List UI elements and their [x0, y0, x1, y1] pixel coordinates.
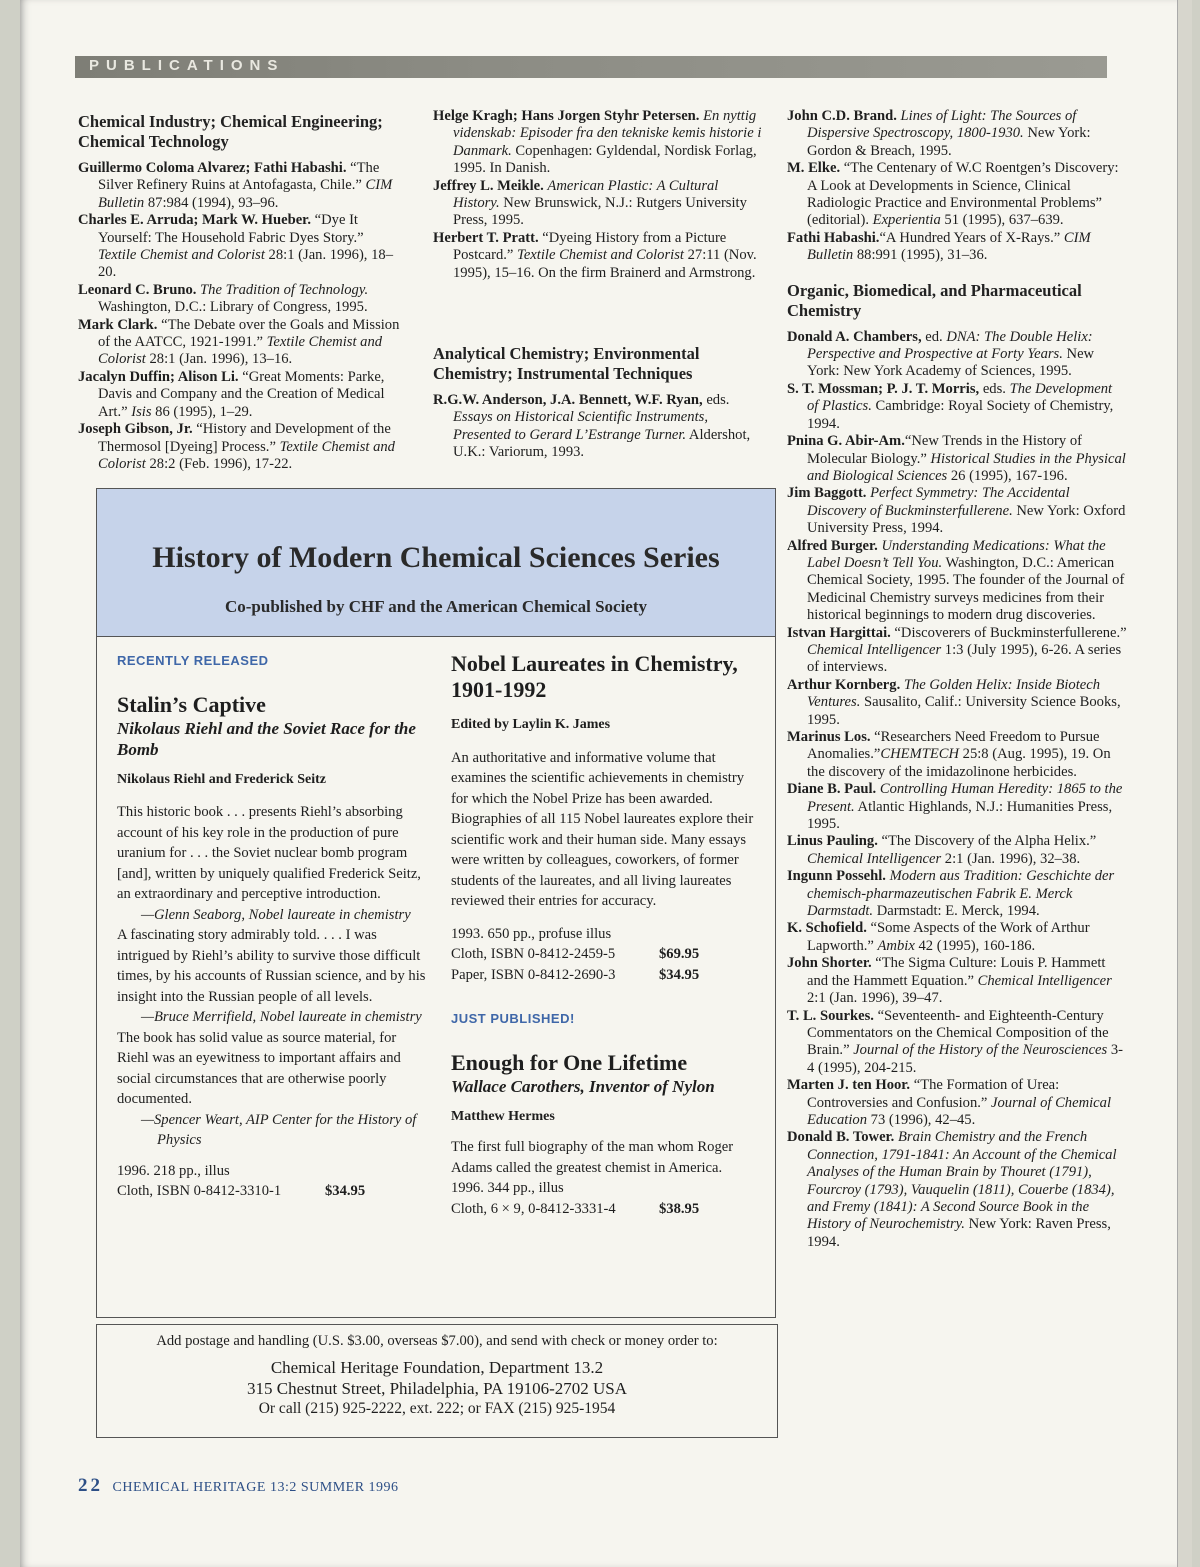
- bibliography-entry: [78, 369, 400, 421]
- entry-text: eds.: [979, 380, 1010, 397]
- entry-title: Ambix: [877, 937, 915, 954]
- column-2: [433, 108, 765, 462]
- entry-text: eds.: [702, 392, 730, 409]
- entry-author: Linus Pauling.: [787, 833, 878, 850]
- book-title: Enough for One Lifetime: [451, 1049, 688, 1075]
- entry-author: Donald A. Chambers,: [787, 328, 922, 345]
- bibliography-entry: [787, 955, 1127, 1007]
- column-1: [78, 112, 400, 473]
- ad-subtitle: Co-published by CHF and the American Chemical Society: [224, 597, 648, 616]
- publication-name: CHEMICAL HERITAGE 13:2 SUMMER 1996: [112, 1480, 399, 1495]
- bibliography-entry: [787, 677, 1127, 729]
- ad-header: [96, 488, 776, 637]
- next-page-edge: [1177, 0, 1192, 1567]
- entry-text: 26 (1995), 167-196.: [947, 467, 1068, 484]
- quote-attribution: —Bruce Merrifield, Nobel laureate in chemistry: [141, 1009, 422, 1025]
- entry-title: The Golden Helix: Inside Biotech Ventures.: [807, 676, 1101, 711]
- entry-text: 3-4 (1995), 204-215.: [807, 1042, 1124, 1076]
- book-description: An authoritative and informative volume that examines the scientific achievements in chemistry for which the Nobel Prize has been awarded. Biographies of all 115 Nobel laureates explore their scientific work and their human side. Many essays were written by colleagues, coworkers, of former students of the laureates, and all living laureates reviewed their entries for accuracy.: [451, 749, 754, 909]
- bibliography-entry: [787, 868, 1127, 920]
- entry-author: Ingunn Possehl.: [787, 868, 886, 885]
- entry-title: Journal of the History of the Neurosciences: [853, 1042, 1108, 1059]
- section-banner: [75, 56, 1107, 78]
- publication-info: 1996. 344 pp., illus: [451, 1180, 564, 1196]
- book-title: Stalin’s Captive: [117, 691, 266, 717]
- bibliography-entry: [787, 381, 1127, 433]
- entry-text: “The Centenary of W.C Roentgen’s Discovery: A Look at Developments in Science, Clinical Radiologic Practice and Environmental Problems” (editorial).: [807, 160, 1119, 229]
- entry-title: Experientia: [872, 212, 941, 229]
- entry-title: Textile Chemist and Colorist: [98, 334, 383, 368]
- bibliography-entry: [78, 317, 400, 369]
- entry-text: “History and Development of the Thermosol [Dyeing] Process.”: [98, 421, 391, 455]
- entry-list: [433, 108, 765, 282]
- entry-author: Jacalyn Duffin; Alison Li.: [78, 368, 239, 385]
- bibliography-entry: [787, 1008, 1127, 1078]
- entry-title: Perfect Symmetry: The Accidental Discovery of Buckminsterfullerene.: [807, 485, 1070, 519]
- entry-title: En nyttig videnskab: Episoder fra den tekniske kemis historie i Danmark.: [453, 108, 762, 159]
- entry-text: Copenhagen: Gyldendal, Nordisk Forlag, 1995. In Danish.: [453, 142, 757, 177]
- order-phone-fax: Or call (215) 925-2222, ext. 222; or FAX (215) 925-1954: [258, 1400, 616, 1417]
- entry-text: Aldershot, U.K.: Variorum, 1993.: [453, 426, 751, 461]
- entry-text: Washington, D.C.: Library of Congress, 1995.: [98, 299, 368, 316]
- entry-text: 28:1 (Jan. 1996), 18–20.: [98, 247, 393, 281]
- quote-attribution: —Spencer Weart, AIP Center for the History of Physics: [141, 1111, 417, 1148]
- bibliography-entry: [787, 625, 1127, 677]
- bibliography-entry: [787, 1077, 1127, 1129]
- entry-author: Herbert T. Pratt.: [433, 229, 539, 246]
- entry-text: 28:1 (Jan. 1996), 13–16.: [145, 351, 293, 368]
- bibliography-entry: [787, 108, 1127, 160]
- entry-list: [433, 392, 765, 462]
- entry-title: Journal of Chemical Education: [807, 1094, 1112, 1128]
- price: $34.95: [325, 1183, 366, 1199]
- entry-title: Brain Chemistry and the French Connection, 1791-1841: An Account of the Chemical Analyses of the Human Brain by Thouret (1791), Fourcroy (1793), Vauquelin (1811), Couerbe (1834), and Fremy (1841): A Second Source Book in the History of Neurochemistry.: [807, 1129, 1117, 1233]
- entry-text: Atlantic Highlands, N.J.: Humanities Press, 1995.: [807, 798, 1113, 833]
- entry-text: 86 (1995), 1–29.: [151, 403, 253, 420]
- bibliography-entry: [787, 781, 1127, 833]
- entry-title: DNA: The Double Helix: Perspective and Prospective at Forty Years.: [807, 328, 1093, 363]
- page-number: 22: [78, 1475, 103, 1496]
- ad-left-column: [117, 651, 427, 1202]
- entry-author: Arthur Kornberg.: [787, 676, 901, 693]
- entry-author: Marinus Los.: [787, 729, 871, 745]
- entry-author: S. T. Mossman; P. J. T. Morris,: [787, 380, 980, 397]
- entry-author: K. Schofield.: [787, 920, 867, 937]
- entry-author: Marten J. ten Hoor.: [787, 1077, 911, 1094]
- price: $38.95: [659, 1200, 700, 1217]
- entry-text: ed.: [921, 328, 947, 345]
- bibliography-entry: [433, 230, 765, 282]
- entry-title: Isis: [131, 403, 152, 420]
- entry-text: 28:2 (Feb. 1996), 17-22.: [145, 455, 293, 472]
- quote-attribution: —Glenn Seaborg, Nobel laureate in chemistry: [141, 906, 411, 923]
- entry-text: 87:984 (1994), 93–96.: [144, 194, 279, 211]
- bibliography-entry: [787, 485, 1127, 537]
- book-editor: Edited by Laylin K. James: [451, 717, 611, 732]
- entry-text: 42 (1995), 160-186.: [914, 937, 1036, 954]
- entry-author: Donald B. Tower.: [787, 1129, 895, 1146]
- quote: The book has solid value as source material, for Riehl was an eyewitness to important affairs and social circumstances that are otherwise poorly documented.: [117, 1029, 401, 1107]
- entry-text: 2:1 (Jan. 1996), 39–47.: [807, 990, 943, 1007]
- entry-text: 1:3 (July 1995), 6-26. A series of interviews.: [807, 641, 1122, 676]
- entry-text: “The Silver Refinery Ruins at Antofagasta, Chile.”: [98, 160, 380, 194]
- bibliography-entry: [78, 160, 400, 212]
- book-description: The first full biography of the man whom Roger Adams called the greatest chemist in America.: [451, 1139, 734, 1176]
- entry-title: CIM Bulletin: [98, 177, 393, 211]
- entry-author: Charles E. Arruda; Mark W. Hueber.: [78, 212, 311, 229]
- price-line: [451, 1199, 761, 1220]
- entry-author: Pnina G. Abir-Am.: [787, 433, 905, 450]
- entry-text: New York: Gordon & Breach, 1995.: [807, 125, 1091, 159]
- entry-title: Textile Chemist and Colorist: [98, 438, 395, 472]
- recently-released-label: RECENTLY RELEASED: [117, 653, 269, 668]
- entry-text: New York: New York Academy of Sciences, 1995.: [807, 346, 1095, 380]
- ad-right-column: [451, 651, 761, 1219]
- entry-list: [78, 160, 400, 473]
- book-author: Matthew Hermes: [451, 1108, 555, 1124]
- bibliography-entry: [433, 108, 765, 178]
- entry-title: Controlling Human Heredity: 1865 to the Present.: [807, 781, 1123, 815]
- entry-list: [787, 329, 1127, 1252]
- entry-title: Essays on Historical Scientific Instruments, Presented to Gerard L’Estrange Turner.: [453, 409, 708, 443]
- ad-body: [96, 637, 776, 1318]
- entry-text: “A Hundred Years of X-Rays.”: [879, 229, 1064, 246]
- bibliography-entry: [787, 920, 1127, 955]
- entry-text: 88:991 (1995), 31–36.: [853, 247, 988, 264]
- publication-info: 1993. 650 pp., profuse illus: [451, 925, 612, 942]
- entry-text: Cambridge: Royal Society of Chemistry, 1994.: [807, 398, 1114, 432]
- entry-title: Lines of Light: The Sources of Dispersive Spectroscopy, 1800-1930.: [807, 108, 1077, 142]
- entry-text: 51 (1995), 637–639.: [940, 212, 1064, 229]
- price: $69.95: [659, 946, 700, 962]
- bibliography-entry: [78, 212, 400, 282]
- order-address-street: 315 Chestnut Street, Philadelphia, PA 19106-2702 USA: [247, 1379, 627, 1398]
- entry-text: “Seventeenth- and Eighteenth-Century Commentators on the Chemical Composition of the Brain.”: [807, 1007, 1109, 1059]
- book-authors: Nikolaus Riehl and Frederick Seitz: [117, 771, 326, 787]
- entry-title: The Development of Plastics.: [807, 380, 1113, 415]
- entry-title: Understanding Medications: What the Label Doesn’t Tell You.: [807, 537, 1106, 571]
- entry-title: Chemical Intelligencer: [807, 850, 942, 867]
- entry-title: Historical Studies in the Physical and Biological Sciences: [807, 450, 1126, 484]
- entry-title: Textile Chemist and Colorist: [98, 247, 265, 264]
- isbn: Cloth, 6 × 9, 0-8412-3331-4: [451, 1200, 616, 1217]
- entry-author: Jim Baggott.: [787, 485, 867, 502]
- entry-author: Istvan Hargittai.: [787, 624, 891, 641]
- entry-text: New Brunswick, N.J.: Rutgers University Press, 1995.: [453, 195, 747, 229]
- entry-text: “The Debate over the Goals and Mission of the AATCC, 1921-1991.”: [98, 316, 400, 351]
- section-heading: Analytical Chemistry; Environmental Chemistry; Instrumental Techniques: [433, 344, 700, 384]
- entry-text: 27:11 (Nov. 1995), 15–16. On the firm Brainerd and Armstrong.: [453, 247, 757, 281]
- entry-text: 2:1 (Jan. 1996), 32–38.: [941, 850, 1081, 867]
- entry-text: “The Discovery of the Alpha Helix.”: [877, 833, 1097, 850]
- entry-author: T. L. Sourkes.: [787, 1007, 874, 1024]
- order-info-box: [96, 1324, 778, 1438]
- entry-list: [787, 108, 1127, 265]
- entry-author: Leonard C. Bruno.: [78, 281, 197, 298]
- entry-text: 73 (1996), 42–45.: [867, 1111, 976, 1128]
- entry-text: “Dye It Yourself: The Household Fabric Dyes Story.”: [98, 212, 364, 246]
- entry-text: “Dyeing History from a Picture Postcard.”: [453, 229, 727, 264]
- entry-text: “Researchers Need Freedom to Pursue Anomalies.”: [807, 729, 1100, 763]
- isbn: Cloth, ISBN 0-8412-2459-5: [451, 946, 616, 962]
- entry-author: Guillermo Coloma Alvarez; Fathi Habashi.: [78, 160, 347, 176]
- price-line: [451, 965, 761, 986]
- entry-text: New York: Oxford University Press, 1994.: [807, 502, 1126, 537]
- entry-text: “Some Aspects of the Work of Arthur Lapworth.”: [807, 920, 1090, 954]
- entry-author: Alfred Burger.: [787, 537, 878, 554]
- book-subtitle: Wallace Carothers, Inventor of Nylon: [451, 1076, 715, 1096]
- entry-author: John C.D. Brand.: [787, 108, 897, 124]
- entry-text: “The Sigma Culture: Louis P. Hammett and the Hammett Equation.”: [807, 955, 1106, 989]
- entry-author: Helge Kragh; Hans Jorgen Styhr Petersen.: [433, 108, 700, 124]
- entry-text: “Discoverers of Buckminsterfullerene.”: [890, 624, 1127, 641]
- publication-info: 1996. 218 pp., illus: [117, 1162, 230, 1179]
- entry-title: Chemical Intelligencer: [807, 641, 942, 658]
- bibliography-entry: [78, 421, 400, 473]
- ad-title: History of Modern Chemical Sciences Series: [152, 541, 720, 574]
- entry-text: New York: Raven Press, 1994.: [807, 1216, 1111, 1250]
- column-3: [787, 108, 1127, 1251]
- book-series-ad: [96, 488, 776, 1318]
- entry-title: The Tradition of Technology.: [200, 281, 369, 298]
- entry-title: Modern aus Tradition: Geschichte der chemisch-pharmazeutischen Fabrik E. Merck Darmstadt.: [807, 868, 1115, 920]
- isbn: Paper, ISBN 0-8412-2690-3: [451, 966, 616, 983]
- entry-text: “The Formation of Urea: Controversies and Confusion.”: [807, 1077, 1060, 1111]
- isbn: Cloth, ISBN 0-8412-3310-1: [117, 1183, 282, 1199]
- entry-text: “New Trends in the History of Molecular Biology.”: [807, 433, 1082, 467]
- entry-author: Joseph Gibson, Jr.: [78, 421, 193, 438]
- bibliography-entry: [787, 729, 1127, 781]
- order-instructions: Add postage and handling (U.S. $3.00, overseas $7.00), and send with check or money order to:: [156, 1333, 718, 1349]
- bibliography-entry: [787, 329, 1127, 381]
- entry-text: 25:8 (Aug. 1995), 19. On the discovery of the imidazolinone herbicides.: [807, 746, 1111, 780]
- section-heading: Chemical Industry; Chemical Engineering; Chemical Technology: [78, 112, 383, 151]
- just-published-label: JUST PUBLISHED!: [451, 1011, 575, 1026]
- entry-title: Chemical Intelligencer: [977, 972, 1112, 989]
- bibliography-entry: [787, 160, 1127, 230]
- entry-author: John Shorter.: [787, 955, 872, 972]
- price-line: [117, 1181, 427, 1202]
- entry-author: Mark Clark.: [78, 316, 158, 333]
- book-title: Nobel Laureates in Chemistry, 1901-1992: [451, 651, 738, 702]
- entry-text: Sausalito, Calif.: University Science Books, 1995.: [807, 694, 1121, 728]
- entry-author: M. Elke.: [787, 160, 841, 177]
- bibliography-entry: [787, 230, 1127, 265]
- entry-text: “Great Moments: Parke, Davis and Company and the Creation of Medical Art.”: [98, 368, 385, 420]
- quote: This historic book . . . presents Riehl’s absorbing account of his key role in the production of pure uranium for . . . the Soviet nuclear bomb program [and], written by uniquely qualified Frederick Seitz, an extraordinary and perceptive introduction.: [117, 804, 421, 902]
- entry-author: Diane B. Paul.: [787, 781, 877, 798]
- entry-text: Darmstadt: E. Merck, 1994.: [873, 903, 1040, 920]
- page-footer: [78, 1475, 399, 1497]
- bibliography-entry: [787, 833, 1127, 868]
- section-heading: Organic, Biomedical, and Pharmaceutical Chemistry: [787, 280, 1082, 320]
- bibliography-entry: [433, 392, 765, 462]
- section-title: PUBLICATIONS: [89, 57, 285, 74]
- book-subtitle: Nikolaus Riehl and the Soviet Race for the Bomb: [117, 718, 416, 759]
- bibliography-entry: [787, 1129, 1127, 1251]
- entry-title: American Plastic: A Cultural History.: [453, 177, 719, 212]
- quote: A fascinating story admirably told. . . . I was intrigued by Riehl’s ability to survive those difficult times, by his accounts of Russian science, and by his insight into the Russian people of all levels.: [117, 927, 426, 1005]
- entry-author: R.G.W. Anderson, J.A. Bennett, W.F. Ryan,: [433, 392, 703, 409]
- bibliography-entry: [433, 178, 765, 230]
- order-address-name: Chemical Heritage Foundation, Department 13.2: [270, 1358, 604, 1377]
- bibliography-entry: [78, 282, 400, 317]
- entry-title: CHEMTECH: [880, 746, 960, 763]
- entry-title: CIM Bulletin: [807, 229, 1091, 264]
- price-line: [451, 944, 761, 965]
- entry-text: Washington, D.C.: American Chemical Society, 1995. The founder of the Journal of Medicinal Chemistry surveys medicines from their historical beginnings to modern drug discoveries.: [807, 554, 1125, 624]
- price: $34.95: [659, 966, 700, 983]
- entry-author: Jeffrey L. Meikle.: [433, 177, 544, 194]
- entry-title: Textile Chemist and Colorist: [517, 247, 684, 264]
- bibliography-entry: [787, 433, 1127, 485]
- bibliography-entry: [787, 538, 1127, 625]
- entry-author: Fathi Habashi.: [787, 229, 880, 246]
